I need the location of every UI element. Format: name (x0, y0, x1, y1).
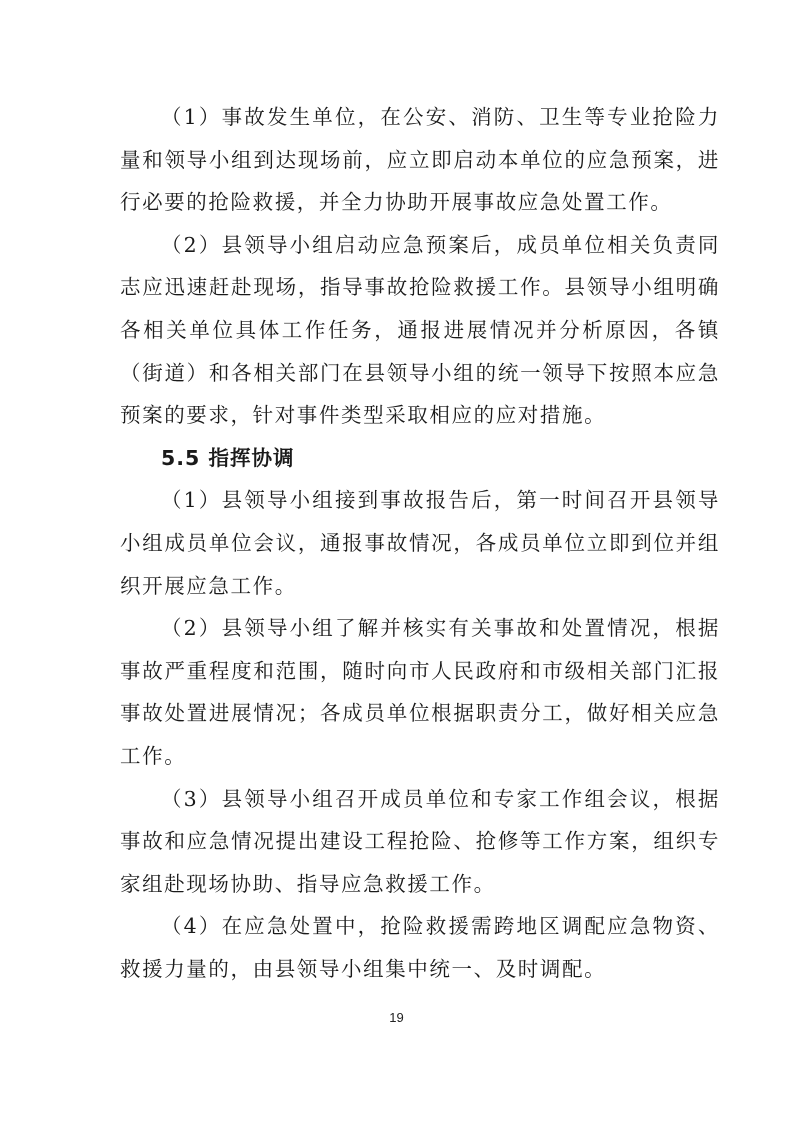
section-paragraph-4: （4）在应急处置中，抢险救援需跨地区调配应急物资、救援力量的，由县领导小组集中统一、及时调配。 (120, 914, 720, 981)
paragraph-1: （1）事故发生单位，在公安、消防、卫生等专业抢险力量和领导小组到达现场前，应立即启动本单位的应急预案，进行必要的抢险救援，并全力协助开展事故应急处置工作。 (120, 105, 720, 215)
page-number: 19 (389, 1010, 404, 1025)
paragraph-2: （2）县领导小组启动应急预案后，成员单位相关负责同志应迅速赶赴现场，指导事故抢险救援工作。县领导小组明确各相关单位具体工作任务，通报进展情况并分析原因，各镇（街道）和各相关部门在县领导小组的统一领导下按照本应急预案的要求，针对事件类型采取相应的应对措施。 (120, 232, 720, 428)
section-heading: 5.5 指挥协调 (161, 445, 295, 470)
section-paragraph-2: （2）县领导小组了解并核实有关事故和处置情况，根据事故严重程度和范围，随时向市人民政府和市级相关部门汇报事故处置进展情况；各成员单位根据职责分工，做好相关应急工作。 (120, 616, 720, 768)
page-content (120, 96, 720, 990)
section-paragraph-3: （3）县领导小组召开成员单位和专家工作组会议，根据事故和应急情况提出建设工程抢险、抢修等工作方案，组织专家组赴现场协助、指导应急救援工作。 (120, 786, 720, 896)
section-paragraph-1: （1）县领导小组接到事故报告后，第一时间召开县领导小组成员单位会议，通报事故情况，各成员单位立即到位并组织开展应急工作。 (120, 488, 720, 598)
